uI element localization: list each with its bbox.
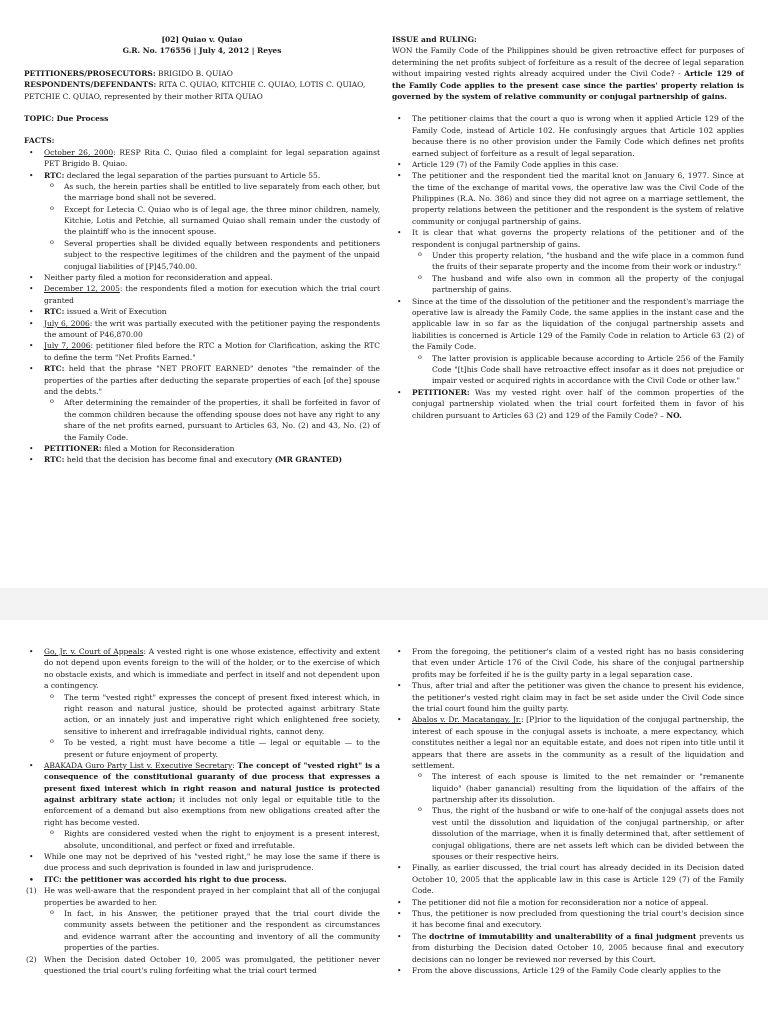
list-item — [24, 170, 380, 273]
petitioner-label: PETITIONER: — [412, 387, 470, 397]
sub-list — [44, 692, 380, 760]
sub-list-item: o The interest of each spouse is limited to the net remainder or "remanente liquido" (haber ganancial) resulting from the liquidation of the affairs of the partnership after its dissolution. — [412, 771, 744, 805]
topic-line: TOPIC: Due Process — [24, 113, 109, 123]
list-item — [392, 714, 744, 862]
numbered-item — [24, 885, 380, 908]
sub-list — [44, 181, 380, 272]
sub-list-item: o In fact, in his Answer, the petitioner prayed that the trial court divide the community assets between the petitioner and the respondent as circumstances and evidence warrant after the accounting and inventory of all the community properties of the parties. — [44, 908, 380, 954]
item-text: : — [232, 760, 238, 770]
fact-date: July 7, 2006 — [44, 341, 91, 351]
sub-list-item: o Except for Letecia C. Quiao who is of legal age, the three minor children, namely, Kitchie, Lotis and Petchie, all surnamed Quiao shall remain under the custody of the plaintiff who is the innocent spouse. — [44, 204, 380, 238]
list-item — [24, 283, 380, 306]
case-reference: ABAKADA Guro Party List v. Executive Secretary — [44, 760, 233, 770]
fact-label: RTC: — [44, 170, 65, 180]
numbered-item — [24, 954, 380, 977]
case-citation: G.R. No. 176556 | July 4, 2012 | Reyes — [122, 46, 282, 56]
list-item: • From the above discussions, Article 129 of the Family Code clearly applies to the — [392, 965, 744, 976]
right-column-continued — [392, 646, 744, 976]
list-item: • The petitioner did not file a motion for reconsideration nor a notice of appeal. — [392, 897, 744, 908]
list-item — [24, 646, 380, 760]
list-item — [392, 387, 744, 421]
case-title: [02] Quiao v. Quiao — [161, 35, 243, 44]
list-item — [24, 318, 380, 341]
item-number: (2) — [26, 954, 37, 964]
fact-label: RTC: — [44, 455, 65, 465]
list-item — [24, 443, 380, 454]
list-item: • Finally, as earlier discussed, the trial court has already decided in its Decision dated October 10, 2005 that the applicable law in this case is Article 129 (7) of the Family Code. — [392, 862, 744, 896]
sub-list-item: o The husband and wife also own in common all the property of the conjugal partnership of gains. — [412, 273, 744, 296]
page-bottom-section — [0, 620, 768, 1024]
item-number: (1) — [26, 886, 37, 896]
sub-list-item: o As such, the herein parties shall be entitled to live separately from each other, but the marriage bond shall not be severed. — [44, 181, 380, 204]
list-item — [392, 296, 744, 387]
petitioners-value: BRIGIDO B. QUIAO — [155, 68, 233, 78]
sub-list-item: o To be vested, a right must have become a title — legal or equitable — to the present or future enjoyment of property. — [44, 737, 380, 760]
list-item: • The petitioner and the respondent tied the marital knot on January 6, 1977. Since at the time of the exchange of marital vows, the operative law was the Civil Code of the Philippines (R.A. No. 386) and since they did not agree on a marriage settlement, the property relations between the petitioner and the respondent is the system of relative community or conjugal partnership of gains. — [392, 170, 744, 227]
list-item — [392, 227, 744, 295]
page-separator — [0, 588, 768, 620]
list-item: • Thus, the petitioner is now precluded from questioning the trial court's decision since it has become final and executory. — [392, 908, 744, 931]
fact-text: : the writ was partially executed with the petitioner paying the respondents the amount of P46,870.00 — [44, 318, 381, 339]
respondents-value: RITA C. QUIAO, KITCHIE C. QUIAO, LOTIS C. QUIAO, PETCHIE C. QUIAO, represented by their mother RITA QUIAO — [24, 80, 366, 101]
sub-list — [44, 397, 380, 443]
respondents-label: RESPONDENTS/DEFENDANTS: — [24, 80, 157, 90]
fact-text: declared the legal separation of the parties pursuant to Article 55. — [64, 170, 321, 180]
case-reference: Go, Jr. v. Court of Appeals — [44, 647, 144, 656]
facts-list — [24, 147, 380, 466]
sub-list-item: o The latter provision is applicable because according to Article 256 of the Family Code "[t]his Code shall have retroactive effect insofar as it does not prejudice or impair vested or acquired rights in accordance with the Civil Code or other law." — [412, 353, 744, 387]
facts-heading: FACTS: — [24, 136, 55, 146]
ruling-text: Since at the time of the dissolution of the petitioner and the respondent's marriage the operative law is already the Family Code, the same applies in the instant case and the applicable law in so far as the liquidation of the conjugal partnership assets and liabilities is concerned is Article 129 of the Family Code in relation to Article 63 (2) of the Family Code. — [412, 296, 744, 352]
case-reference: Abalos v. Dr. Macatangay, Jr. — [412, 715, 522, 725]
list-item — [24, 306, 380, 317]
fact-text: : the respondents filed a motion for execution which the trial court granted — [44, 284, 381, 305]
petitioners-line — [24, 68, 380, 79]
item-bold-text: The concept of "vested right" is a consequence of the constitutional guaranty of due process that expresses a present fixed interest which in right reason and natural justice is protected against arbitrary state action; — [44, 760, 381, 805]
respondents-line — [24, 79, 380, 102]
fact-date: July 6, 2006 — [44, 318, 90, 328]
fact-date: December 12, 2005 — [44, 284, 120, 294]
sub-list — [44, 908, 380, 954]
conclusion-list — [392, 646, 744, 976]
sub-list-item: o Under this property relation, "the husband and the wife place in a common fund the fruits of their separate property and the income from their work or industry." — [412, 250, 744, 273]
item-text: He was well-aware that the respondent prayed in her complaint that all of the conjugal properties be awarded to her. — [44, 886, 380, 907]
sub-list — [44, 828, 380, 851]
issue-answer: Article 129 of the Family Code applies to the present case since the parties' property relation is governed by the system of relative community or conjugal partnership of gains. — [392, 69, 744, 101]
list-item: • Article 129 (7) of the Family Code applies in this case. — [392, 159, 744, 170]
ruling-text: Was my vested right over half of the common properties of the conjugal partnership violated when the trial court forfeited them in favor of his children pursuant to Articles 63 (2) and 129 of the Family Code? – — [412, 387, 744, 420]
doctrine-name: doctrine of immutability and unalterability of a final judgment — [429, 931, 697, 941]
list-item: • The petitioner claims that the court a quo is wrong when it applied Article 129 of the Family Code, instead of Article 102. He confusingly argues that Article 102 applies because there is no other provision under the Family Code which defines net profits earned subject of forfeiture as a result of legal separation. — [392, 113, 744, 159]
sub-list — [412, 771, 744, 862]
list-item: • Neither party filed a motion for reconsideration and appeal. — [24, 272, 380, 283]
ruling-answer: NO. — [666, 410, 682, 420]
issue-question — [392, 45, 744, 102]
item-text: : A vested right is one whose existence, effectivity and extent do not depend upon events foreign to the will of the holder, or to the exercise of which no obstacle exists, and which is immediate and perfect in itself and not dependent upon a contingency. — [44, 647, 380, 691]
list-item — [24, 147, 380, 170]
item-text: prevents us from disturbing the Decision dated October 10, 2005 because final and executory decisions can no longer be reviewed nor reversed by this Court. — [412, 931, 745, 964]
sub-list-item: o Several properties shall be divided equally between respondents and petitioners subject to the respective legitimes of the children and the payment of the unpaid conjugal liabilities of [P]45,740.00. — [44, 238, 380, 272]
issue-heading: ISSUE and RULING: — [392, 35, 477, 44]
item-text: : [P]rior to the liquidation of the conjugal partnership, the interest of each spouse in the conjugal assets is inchoate, a mere expectancy, which constitutes neither a legal nor an equitable estate, and does not ripen into title until it appears that there are assets in the community as a result of the liquidation and settlement. — [412, 715, 744, 770]
left-column — [24, 34, 380, 466]
left-column-continued — [24, 646, 380, 976]
list-item: • Thus, after trial and after the petitioner was given the chance to present his evidence, the petitioner's vested right claim may in fact be set aside under the Civil Code since the trial court found him the guilty party. — [392, 680, 744, 714]
list-item — [24, 340, 380, 363]
fact-text: held that the phrase "NET PROFIT EARNED" denotes "the remainder of the properties of the parties after deducting the separate properties of each [of the] spouse and the debts." — [44, 364, 380, 396]
sub-list-item: o Thus, the right of the husband or wife to one-half of the conjugal assets does not vest until the dissolution and liquidation of the conjugal partnership, or after dissolution of the marriage, when it is finally determined that, after settlement of conjugal obligations, there are net assets left which can be divided between the spouses or their respective heirs. — [412, 805, 744, 862]
list-item: • While one may not be deprived of his "vested right," he may lose the same if there is due process and such deprivation is founded in law and jurisprudence. — [24, 851, 380, 874]
sub-list-item: o The term "vested right" expresses the concept of present fixed interest which, in right reason and natural justice, should be protected against arbitrary State action, or an innately just and imperative right which enlightened free society, sensitive to inherent and irrefragable individual rights, cannot deny. — [44, 692, 380, 738]
fact-text: held that the decision has become final and executory — [64, 455, 275, 465]
list-item — [392, 931, 744, 965]
sub-list — [412, 353, 744, 387]
numbered-item-sub — [24, 908, 380, 954]
list-item: • From the foregoing, the petitioner's claim of a vested right has no basis considering that even under Article 176 of the Civil Code, his share of the conjugal partnership profits may be forfeited if he is the guilty party in a legal separation case. — [392, 646, 744, 680]
fact-label: RTC: — [44, 307, 65, 317]
right-column — [392, 34, 744, 421]
list-item — [24, 454, 380, 465]
item-text: it includes not only legal or equitable title to the enforcement of a demand but also exemptions from new obligations created after the right has become vested. — [44, 795, 380, 827]
sub-list-item: o After determining the remainder of the properties, it shall be forfeited in favor of the common children because the offending spouse does not have any right to any share of the net profits earned, pursuant to Articles 63, No. (2) and 43, No. (2) of the Family Code. — [44, 397, 380, 443]
issue-text: WON the Family Code of the Philippines should be given retroactive effect for purposes of determining the net profits subject of forfeiture as a result of the decree of legal separation without impairing vested rights already acquired under the Civil Code? - — [392, 46, 744, 79]
fact-label: RTC: — [44, 364, 65, 374]
item-text: The — [412, 931, 430, 941]
list-item — [24, 760, 380, 851]
ruling-list — [392, 113, 744, 421]
list-item: • ITC: the petitioner was accorded his right to due process. — [24, 874, 380, 885]
ruling-text: It is clear that what governs the property relations of the petitioner and of the respondent is conjugal partnership of gains. — [412, 228, 744, 249]
vested-right-list — [24, 646, 380, 885]
mr-granted-tag: (MR GRANTED) — [274, 455, 343, 465]
fact-text: : petitioner filed before the RTC a Motion for Clarification, asking the RTC to define the term "Net Profits Earned." — [44, 341, 381, 362]
fact-text: filed a Motion for Reconsideration — [101, 443, 235, 453]
item-text: When the Decision dated October 10, 2005 was promulgated, the petitioner never questioned the trial court's ruling forfeiting what the trial court termed — [44, 954, 380, 975]
sub-list-item: o Rights are considered vested when the right to enjoyment is a present interest, absolute, unconditional, and perfect or fixed and irrefutable. — [44, 828, 380, 851]
sub-list — [412, 250, 744, 296]
fact-text: : RESP Rita C. Quiao filed a complaint for legal separation against PET Brigido B. Quiao. — [44, 147, 380, 169]
fact-date: October 26, 2000 — [44, 147, 114, 157]
list-item — [24, 363, 380, 443]
petitioners-label: PETITIONERS/PROSECUTORS: — [24, 68, 156, 78]
fact-label: PETITIONER: — [44, 443, 102, 453]
fact-text: issued a Writ of Execution — [64, 307, 167, 317]
